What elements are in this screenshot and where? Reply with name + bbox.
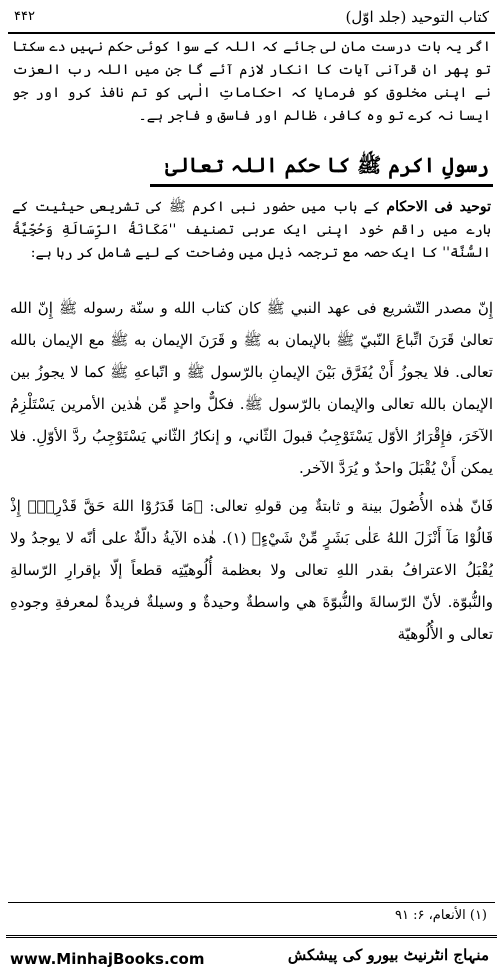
footnote-divider [8,902,495,903]
page-header [8,6,495,32]
arabic-paragraph-2: فَانّ هٰذه الأُصُولَ بينة و ثابتةٌ مِن قولهِ تعالى: ﴿مَا قَدَرُوْا اللهَ حَقَّ قَدْرِهٖٓ إِذْ قَالُوْا مَآ أَنْزَلَ اللهُ عَلٰى بَشَرٍ مِّنْ شَيْءٍ﴾ (۱). هٰذه الآيةُ دالّةٌ على أنّه لا يوجدُ ولا يُقْبَلُ الاعترافُ بقدر اللهِ تعالى ولا بعظمة أُلُوهيّتِه قطعاً إلّا بإقرارِ الرّسالةِ والنُّبوّة. لأنّ الرّسالةَ والنُّبوّةَ هي واسطةٌ وحيدةٌ و وسيلةٌ فريدةٌ لمعرفةِ وجودهِ تعالى و الأُلُوهيّة [10,497,493,643]
footer-rule [6,935,497,938]
arabic-text-block [10,292,493,882]
website-link[interactable]: www.MinhajBooks.com [10,950,205,968]
intro-paragraph: اگر یہ بات درست مان لی جائے کہ اللہ کے سوا کوئی حکم نہیں دے سکتا تو پھر ان قرآنی آیات کا انکار لازم آئے گا جن میں اللہ رب العزت نے اپنی مخلوق کو فرمایا کہ احکاماتِ الٰہی کو تم نافذ کرو اور جو ایسا نہ کرے تو وہ کافر، ظالم اور فاسق و فاجر ہے۔ [12,39,491,124]
section-paragraph [12,196,491,276]
section-lead-term: توحید فی الاحکام [386,199,491,215]
header-rule [8,32,495,34]
footnote: (۱) الأنعام، ۶: ۹۱ [395,908,487,923]
section-heading: رسولِ اکرم ﷺ کا حکم اللہ تعالیٰ [165,153,489,177]
arabic-paragraph-1: إِنّ مصدر التّشريع فی عهد النبي ﷺ كان كتاب الله و سنّة رسوله ﷺ إِنّ الله تعالىٰ قَرَنَ اتِّباعَ النّبيّ ﷺ بالإيمان به ﷺ و قَرَنَ الإيمان به ﷺ مع الإيمان بالله تعالى. فلا يجوزُ أَنْ يُفَرَّق بَيْنَ الإيمانِ بالرّسول ﷺ و اتّباعهِ ﷺ كما لا يجوزُ بين الإيمان بالله تعالى والإيمان بالرّسول ﷺ. فكلٌّ واحدٍ مِّن هٰذين الأمرين يَسْتَلْزِمُ الآخَرَ، فإِقْرَارُ الأوّل يَسْتَوْجِبُ قبولَ الثّاني، و إنكارُ الثّاني يَسْتَوْجِبُ ردَّ الأوّلِ. فلا يمكن أَنْ يُقْبَلَ واحدٌ و يُرَدَّ الآخر. [10,299,493,477]
heading-underline [150,184,493,187]
publisher-credit: منہاج انٹرنیٹ بیورو کی پیشکش [287,946,489,964]
page-footer [8,944,495,972]
page-number: ۴۴۲ [14,9,35,24]
section-body-text: کے باب میں حضور نبی اکرم ﷺ کی تشریعی حیثیت کے بارے میں راقم خود اپنی ایک عربی تصنیف ''مَكَانَةُ الرِّسَالَةِ وَحُجِّيَّةُ السُّنَّة'' کا ایک حصہ مع ترجمہ ذیل میں وضاحت کے لیے شامل کر رہا ہے: [12,199,491,261]
book-title: کتاب التوحید (جلد اوّل) [345,8,489,26]
